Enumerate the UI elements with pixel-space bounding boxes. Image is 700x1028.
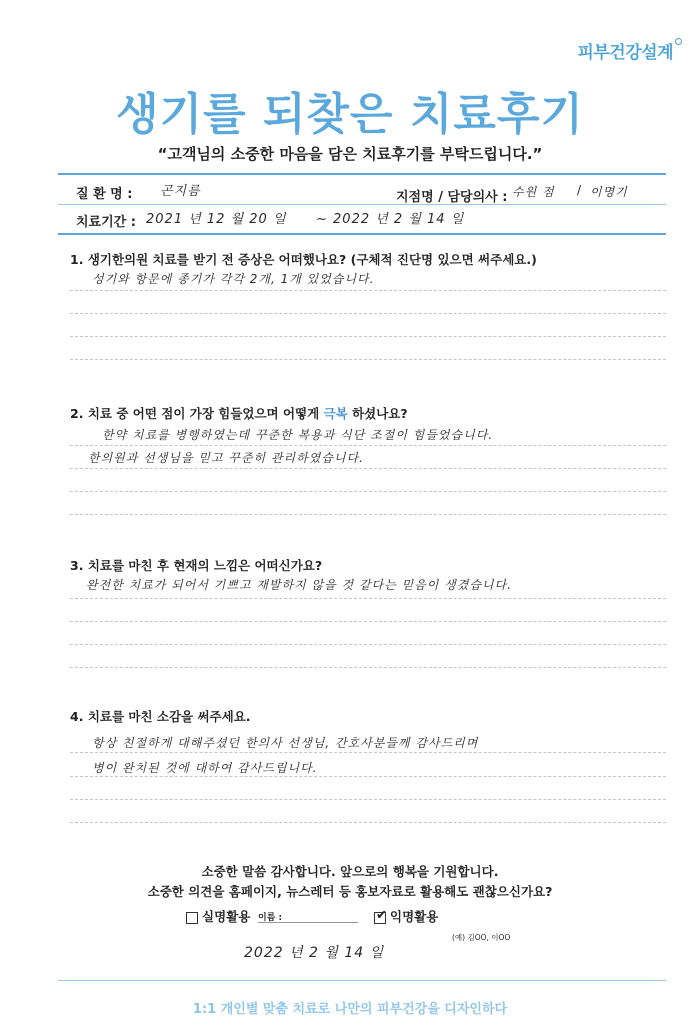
answer-rule bbox=[70, 491, 666, 492]
name-label: 이름 : bbox=[258, 913, 283, 923]
disease-value: 곤지름 bbox=[160, 184, 201, 199]
period-label: 치료기간 : bbox=[76, 215, 136, 230]
option-anonymous[interactable] bbox=[374, 907, 438, 925]
answer-rule bbox=[70, 598, 666, 599]
name-underline bbox=[258, 922, 358, 923]
answer-rule bbox=[70, 621, 666, 622]
signature-date: 2022 년 2 월 14 일 bbox=[244, 945, 385, 961]
answer-rule bbox=[70, 336, 666, 337]
answer-rule bbox=[70, 822, 666, 823]
anonymous-checkbox[interactable] bbox=[374, 907, 387, 924]
period-end: ~ 2022 년 2 월 14 일 bbox=[316, 212, 465, 227]
answer-rule bbox=[70, 290, 666, 291]
question-3: 3. 치료를 마친 후 현재의 느낌은 어떠신가요? bbox=[70, 558, 323, 573]
brand-logo: 피부건강설계 bbox=[577, 38, 682, 63]
answer-3-line-1: 완전한 치료가 되어서 기쁘고 재발하지 않을 것 같다는 믿음이 생겼습니다. bbox=[86, 578, 512, 592]
footer-rule bbox=[58, 980, 666, 981]
header-top-rule bbox=[58, 173, 666, 175]
question-2: 2. 치료 중 어떤 점이 가장 힘들었으며 어떻게 극복 하셨나요? bbox=[70, 406, 408, 421]
answer-2-line-2: 한의원과 선생님을 믿고 꾸준히 관리하였습니다. bbox=[88, 451, 364, 465]
answer-rule bbox=[70, 468, 666, 469]
answer-rule bbox=[70, 644, 666, 645]
option-anon-label: 익명활용 bbox=[390, 909, 439, 924]
question-1: 1. 생기한의원 치료를 받기 전 증상은 어떠했나요? (구체적 진단명 있으면 써주세요.) bbox=[70, 252, 537, 267]
slash-divider: / bbox=[577, 183, 583, 197]
closing-consent-question: 소중한 의견을 홈페이지, 뉴스레터 등 홍보자료로 활용해도 괜찮으신가요? bbox=[147, 884, 553, 899]
page-subtitle: “고객님의 소중한 마음을 담은 치료후기를 부탁드립니다.” bbox=[157, 145, 543, 163]
anonymous-example: (예) 김OO, 이OO bbox=[452, 933, 511, 942]
page-title: 생기를 되찾은 치료후기 bbox=[116, 89, 584, 140]
logo-mark-icon bbox=[675, 38, 682, 45]
doctor-value: 이명기 bbox=[590, 185, 628, 199]
answer-4-line-1: 항상 친절하게 대해주셨던 한의사 선생님, 간호사분들께 감사드리며 bbox=[92, 736, 479, 750]
real-name-checkbox[interactable] bbox=[186, 912, 198, 924]
closing-thanks: 소중한 말씀 감사합니다. 앞으로의 행복을 기원합니다. bbox=[201, 864, 499, 879]
branch-label: 지점명 / 담당의사 : bbox=[396, 190, 508, 205]
answer-rule bbox=[70, 445, 666, 446]
option-real-name[interactable] bbox=[186, 907, 250, 925]
answer-1-line-1: 성기와 항문에 종기가 각각 2개, 1개 있었습니다. bbox=[92, 272, 375, 286]
answer-rule bbox=[70, 776, 666, 777]
answer-rule bbox=[70, 667, 666, 668]
disease-label: 질 환 명 : bbox=[76, 187, 133, 202]
answer-rule bbox=[70, 514, 666, 515]
answer-4-line-2: 병이 완치된 것에 대하여 감사드립니다. bbox=[92, 761, 318, 775]
footer-slogan: 1:1 개인별 맞춤 치료로 나만의 피부건강을 디자인하다 bbox=[192, 1002, 508, 1017]
question-4: 4. 치료를 마친 소감을 써주세요. bbox=[70, 709, 251, 724]
answer-rule bbox=[70, 313, 666, 314]
question-2-accent: 극복 bbox=[323, 406, 348, 421]
period-start: 2021 년 12 월 20 일 bbox=[146, 212, 287, 227]
branch-value: 수원 점 bbox=[512, 185, 555, 199]
answer-rule bbox=[70, 752, 666, 753]
answer-rule bbox=[70, 799, 666, 800]
check-mark-icon: ✔ bbox=[376, 907, 387, 923]
header-mid-rule bbox=[58, 204, 666, 205]
answer-2-line-1: 한약 치료를 병행하였는데 꾸준한 복용과 식단 조절이 힘들었습니다. bbox=[102, 428, 494, 442]
option-real-label: 실명활용 bbox=[202, 909, 251, 924]
answer-rule bbox=[70, 359, 666, 360]
header-bottom-rule bbox=[58, 233, 666, 235]
